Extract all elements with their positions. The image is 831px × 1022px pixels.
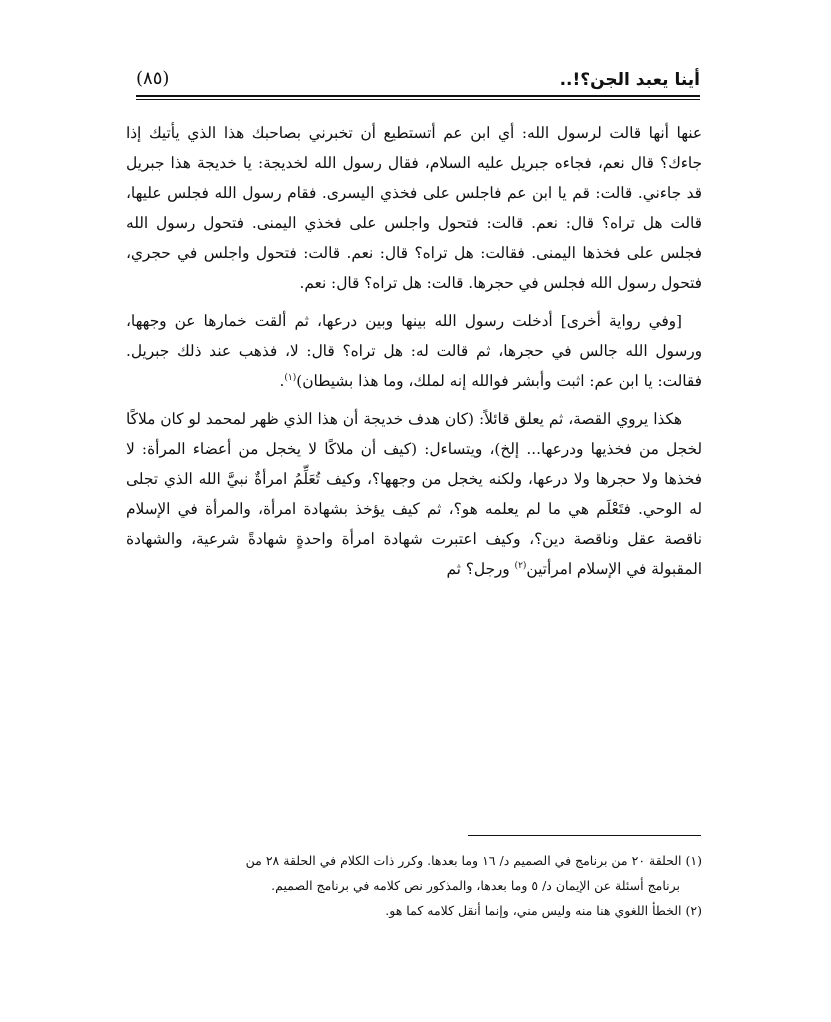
footnote-1-line-1: (١) الحلقة ٢٠ من برنامج في الصميم د/ ١٦ وما بعدها. وكرر ذات الكلام في الحلقة ٢٨ من [245,853,702,868]
paragraph-3-text: هكذا يروي القصة، ثم يعلق قائلاً: (كان هدف خديجة أن هذا الذي ظهر لمحمد لو كان ملاكًا لخجل من فخذيها ودرعها... إلخ)، ويتساءل: (كيف أن ملاكًا لا يخجل من أعضاء المرأة: لا فخذها ولا حجرها ولا درعها، ولكنه يخجل من وجهها؟، وكيف تُعَلِّمُ امرأةٌ نبيَّ الله الذي تجلى له الوحي. فتَعْلَم هي ما لم يعلمه هو؟، ثم كيف يؤخذ بشهادة امرأة، والمرأة في الإسلام ناقصة عقل وناقصة دين؟، وكيف اعتبرت شهادة امرأة واحدةٍ شهادةً شرعية، والشهادة المقبولة في الإسلام امرأتين [126,410,702,578]
paragraph-2-end: . [279,372,285,390]
footnote-2: (٢) الخطأ اللغوي هنا منه وليس مني، وإنما أنقل كلامه كما هو. [385,903,702,918]
paragraph-2-text: [وفي رواية أخرى] أدخلت رسول الله بينها وبين درعها، ثم ألقت خمارها عن وجهها، ورسول الله جالس في حجرها، ثم قالت له: هل تراه؟ قال: لا، فذهب عند ذلك جبريل. فقالت: يا ابن عم: اثبت وأبشر فوالله إنه لملك، وما هذا بشيطان) [126,312,702,390]
page-number: (٨٥) [136,68,170,89]
body-text [126,118,702,584]
footnote-separator [468,835,701,836]
running-header [136,66,700,96]
paragraph-1: عنها أنها قالت لرسول الله: أي ابن عم أتستطيع أن تخبرني بصاحبك هذا الذي يأتيك إذا جاءك؟ قال نعم، فجاءه جبريل عليه السلام، فقال رسول الله لخديجة: يا خديجة هذا جبريل قد جاءني. قالت: قم يا ابن عم فاجلس على فخذي اليسرى. فقام رسول الله فجلس عليها، قالت هل تراه؟ قال: نعم. قالت: فتحول واجلس على فخذي اليمنى. فتحول رسول الله فجلس على فخذها اليمنى. فقالت: هل تراه؟ قال: نعم. قالت: فتحول واجلس في حجري، فتحول رسول الله فجلس في حجرها. قالت: هل تراه؟ قال: نعم. [126,124,702,292]
footnote-ref-2: (٢) [514,560,527,571]
header-rule-thin [136,99,700,100]
paragraph-3 [126,404,702,584]
footnotes [126,848,702,923]
footnote-1-line-2: برنامج أسئلة عن الإيمان د/ ٥ وما بعدها، والمذكور نص كلامه في برنامج الصميم. [271,878,680,893]
paragraph-3-end: ورجل؟ ثم [446,560,515,578]
paragraph-2 [126,306,702,396]
running-title: أينا يعبد الجن؟!.. [559,70,700,90]
footnote-ref-1: (١) [284,372,297,383]
header-rule-thick [136,95,700,97]
